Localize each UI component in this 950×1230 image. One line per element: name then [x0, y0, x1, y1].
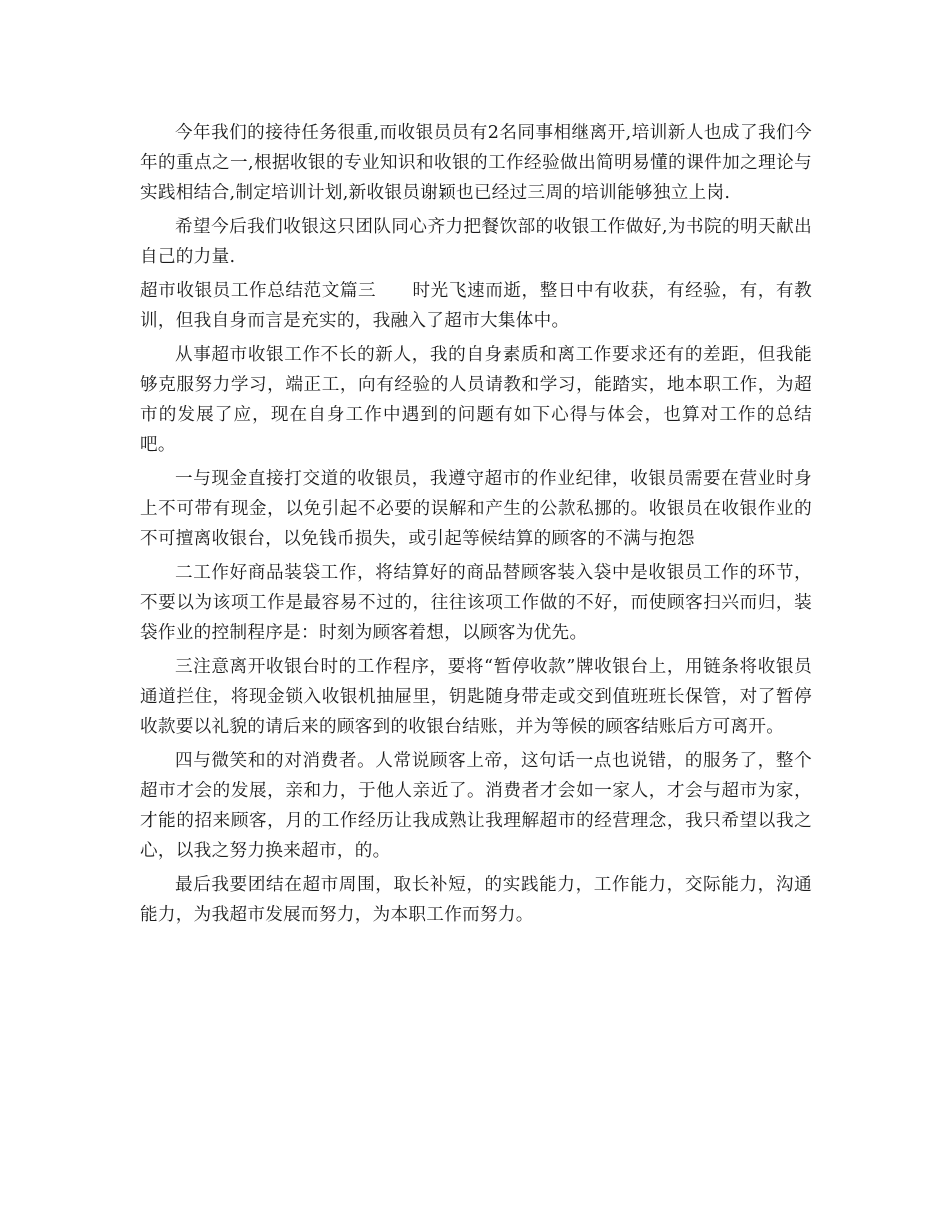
document-page: [140, 118, 812, 934]
paragraph-training: 今年我们的接待任务很重,而收银员员有2名同事相继离开,培训新人也成了我们今年的重点之一,根据收银的专业知识和收银的工作经验做出简明易懂的课件加之理论与实践相结合,制定培训计划,新收银员谢颖也已经过三周的培训能够独立上岗.: [140, 123, 812, 203]
paragraph-point-four: 四与微笑和的对消费者。人常说顾客上帝，这句话一点也说错，的服务了，整个超市才会的发展，亲和力，于他人亲近了。消费者才会如一家人，才会与超市为家，才能的招来顾客，月的工作经历让我成熟让我理解超市的经营理念，我只希望以我之心，以我之努力换来超市，的。: [140, 751, 812, 861]
section-lead: 时光飞速而逝，整日中有收获，有经验，有，有教训，但我自身而言是充实的，我融入了超市大集体中。: [140, 281, 812, 331]
paragraph-conclusion: 最后我要团结在超市周围，取长补短，的实践能力，工作能力，交际能力，沟通能力，为我超市发展而努力，为本职工作而努力。: [140, 875, 812, 925]
paragraph-point-one: 一与现金直接打交道的收银员，我遵守超市的作业纪律，收银员需要在营业时身上不可带有现金，以免引起不必要的误解和产生的公款私挪的。收银员在收银作业的不可擅离收银台，以免钱币损失，或引起等候结算的顾客的不满与抱怨: [140, 469, 812, 549]
paragraph-point-three: 三注意离开收银台时的工作程序，要将“暂停收款”牌收银台上，用链条将收银员通道拦住，将现金锁入收银机抽屉里，钥匙随身带走或交到值班班长保管，对了暂停收款要以礼貌的请后来的顾客到的收银台结账，并为等候的顾客结账后方可离开。: [140, 657, 812, 737]
paragraph-hope: 希望今后我们收银这只团队同心齐力把餐饮部的收银工作做好,为书院的明天献出自己的力量.: [140, 217, 812, 267]
paragraph-newcomer: 从事超市收银工作不长的新人，我的自身素质和离工作要求还有的差距，但我能够克服努力学习，端正工，向有经验的人员请教和学习，能踏实，地本职工作，为超市的发展了应，现在自身工作中遇到的问题有如下心得与体会，也算对工作的总结吧。: [140, 345, 812, 455]
section-intro: [140, 276, 812, 336]
section-title: 超市收银员工作总结范文篇三: [140, 281, 377, 301]
paragraph-point-two: 二工作好商品装袋工作，将结算好的商品替顾客装入袋中是收银员工作的环节，不要以为该项工作是最容易不过的，往往该项工作做的不好，而使顾客扫兴而归，装袋作业的控制程序是：时刻为顾客着想，以顾客为优先。: [140, 563, 812, 643]
